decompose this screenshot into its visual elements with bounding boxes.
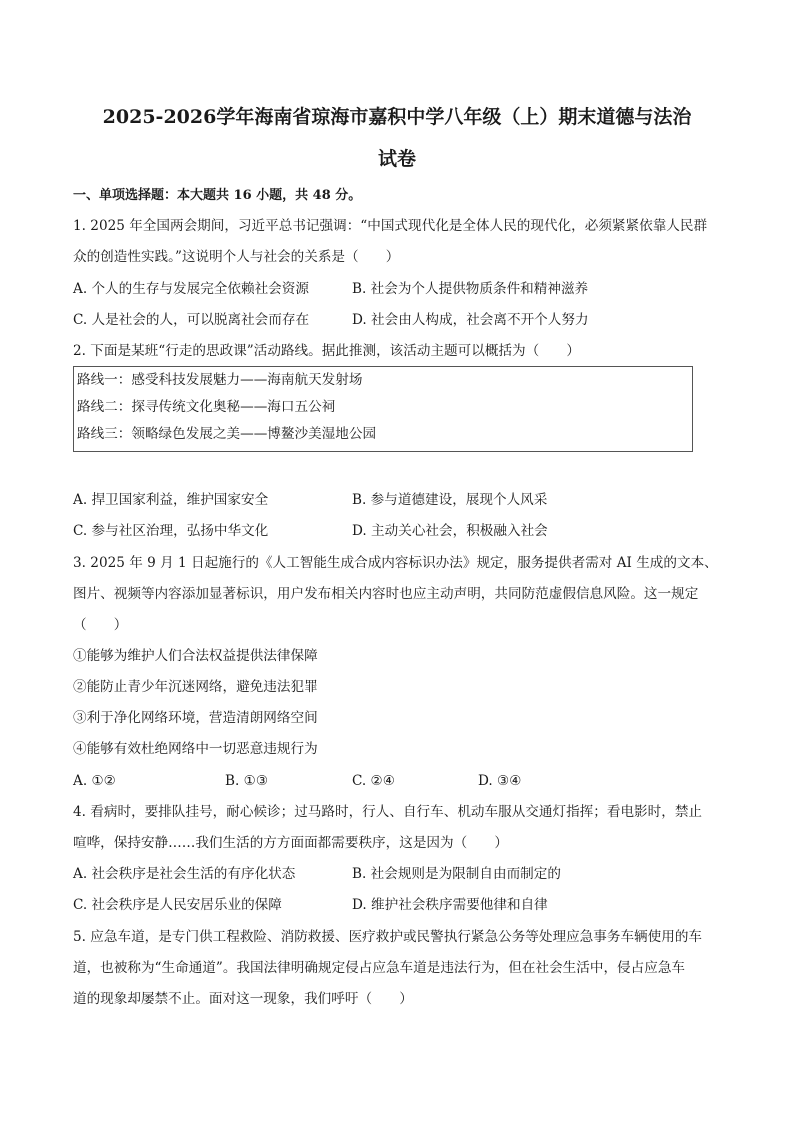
question-3-statement-3: ③利于净化网络环境，营造清朗网络空间 [73, 710, 318, 726]
exam-title-line2: 试卷 [377, 148, 416, 170]
question-2-option-c: C. 参与社区治理，弘扬中华文化 [73, 523, 269, 539]
question-2-option-a: A. 捍卫国家利益，维护国家安全 [73, 492, 269, 508]
route-3: 路线三：领略绿色发展之美——博鳌沙美湿地公园 [77, 426, 377, 442]
question-1-option-c: C. 人是社会的人，可以脱离社会而存在 [73, 312, 310, 328]
question-1-line-1: 1. 2025 年全国两会期间，习近平总书记强调：“中国式现代化是全体人民的现代化，必须紧紧依靠人民群 [73, 218, 708, 234]
question-4-option-d: D. 维护社会秩序需要他律和自律 [352, 897, 548, 913]
question-3-statement-1: ①能够为维护人们合法权益提供法律保障 [73, 648, 318, 664]
exam-title-line1: 2025-2026学年海南省琼海市嘉积中学八年级（上）期末道德与法治 [102, 106, 692, 128]
question-3-option-b: B. ①③ [225, 773, 269, 789]
question-3-option-c: C. ②④ [352, 773, 395, 789]
question-3-statement-2: ②能防止青少年沉迷网络，避免违法犯罪 [73, 679, 318, 695]
question-5-line-1: 5. 应急车道，是专门供工程救险、消防救援、医疗救护或民警执行紧急公务等处理应急事务车辆使用的车 [73, 929, 703, 945]
question-4-option-a: A. 社会秩序是社会生活的有序化状态 [73, 866, 296, 882]
question-4-line-1: 4. 看病时，要排队挂号，耐心候诊；过马路时，行人、自行车、机动车服从交通灯指挥；看电影时，禁止 [73, 804, 703, 820]
question-4-line-2: 喧哗，保持安静……我们生活的方方面面都需要秩序，这是因为（ ） [73, 835, 508, 851]
question-2-option-b: B. 参与道德建设，展现个人风采 [352, 492, 548, 508]
question-1-line-2: 众的创造性实践。”这说明个人与社会的关系是（ ） [73, 249, 400, 265]
question-5-line-2: 道，也被称为“生命通道”。我国法律明确规定侵占应急车道是违法行为，但在社会生活中，侵占应急车 [73, 960, 686, 976]
question-3-line-2: 图片、视频等内容添加显著标识，用户发布相关内容时也应主动声明，共同防范虚假信息风险。这一规定 [73, 586, 699, 602]
question-4-option-b: B. 社会规则是为限制自由而制定的 [352, 866, 561, 882]
question-3-line-3: （ ） [73, 617, 128, 633]
route-box [73, 366, 693, 452]
route-1: 路线一：感受科技发展魅力——海南航天发射场 [77, 372, 363, 388]
section-heading: 一、单项选择题：本大题共 16 小题，共 48 分。 [73, 188, 362, 203]
question-2-line-1: 2. 下面是某班“行走的思政课”活动路线。据此推测，该活动主题可以概括为（ ） [73, 343, 580, 359]
question-1-option-d: D. 社会由人构成，社会离不开个人努力 [352, 312, 589, 328]
question-3-line-1: 3. 2025 年 9 月 1 日起施行的《人工智能生成合成内容标识办法》规定，服务提供者需对 AI 生成的文本、 [73, 555, 718, 571]
question-1-option-a: A. 个人的生存与发展完全依赖社会资源 [73, 281, 309, 297]
question-4-option-c: C. 社会秩序是人民安居乐业的保障 [73, 897, 282, 913]
question-1-option-b: B. 社会为个人提供物质条件和精神滋养 [352, 281, 589, 297]
route-2: 路线二：探寻传统文化奥秘——海口五公祠 [77, 399, 336, 415]
question-2-option-d: D. 主动关心社会，积极融入社会 [352, 523, 548, 539]
question-3-option-a: A. ①② [73, 773, 116, 789]
question-3-option-d: D. ③④ [478, 773, 522, 789]
question-3-statement-4: ④能够有效杜绝网络中一切恶意违规行为 [73, 741, 318, 757]
question-5-line-3: 道的现象却屡禁不止。面对这一现象，我们呼吁（ ） [73, 991, 413, 1007]
